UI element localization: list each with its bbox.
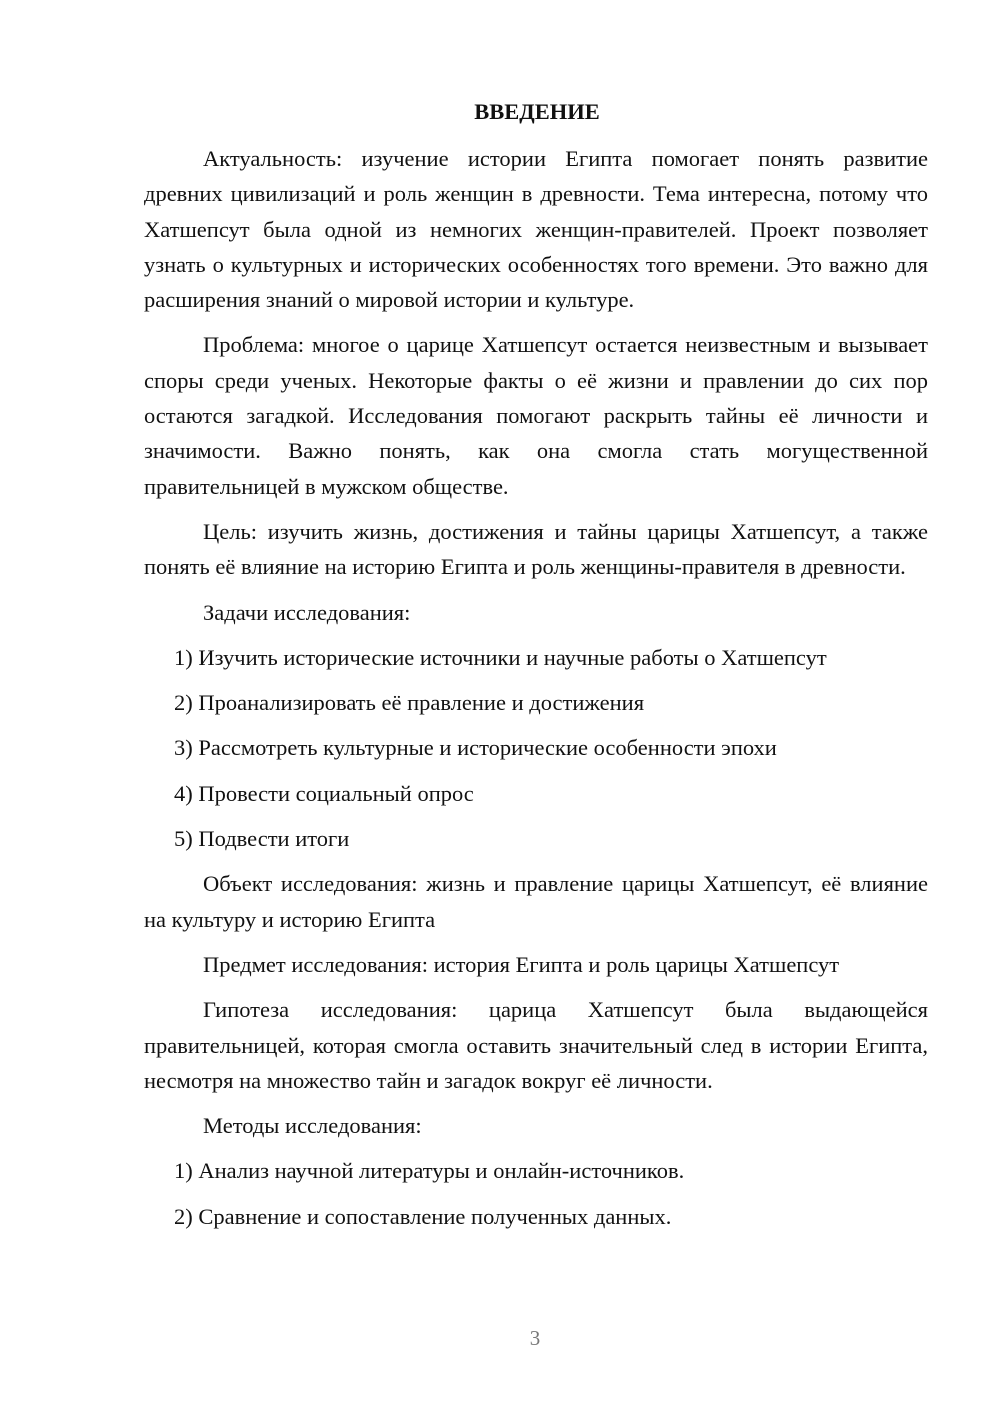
goal-paragraph: Цель: изучить жизнь, достижения и тайны царицы Хатшепсут, а также понять её влияние на историю Египта и роль женщины-правителя в древности.	[144, 518, 928, 580]
list-item: 1) Анализ научной литературы и онлайн-источников.	[174, 1158, 685, 1184]
page-number: 3	[529, 1326, 541, 1350]
tasks-heading: Задачи исследования:	[203, 599, 411, 625]
problem-paragraph: Проблема: многое о царице Хатшепсут остается неизвестным и вызывает споры среди ученых. Некоторые факты о её жизни и правлении до сих пор остаются загадкой. Исследования помогают раскрыть тайны её личности и значимости. Важно понять, как она смогла стать могущественной правительницей в мужском обществе.	[144, 332, 928, 499]
list-item: 4) Провести социальный опрос	[174, 780, 474, 806]
hypothesis-paragraph: Гипотеза исследования: царица Хатшепсут была выдающейся правительницей, которая смогла оставить значительный след в истории Египта, несмотря на множество тайн и загадок вокруг её личности.	[144, 997, 928, 1093]
list-item: 2) Проанализировать её правление и достижения	[174, 690, 645, 716]
object-paragraph: Объект исследования: жизнь и правление царицы Хатшепсут, её влияние на культуру и историю Египта	[144, 871, 928, 932]
list-item: 1) Изучить исторические источники и научные работы о Хатшепсут	[174, 644, 827, 670]
methods-heading: Методы исследования:	[203, 1113, 422, 1139]
list-item: 2) Сравнение и сопоставление полученных данных.	[174, 1203, 672, 1229]
relevance-paragraph: Актуальность: изучение истории Египта помогает понять развитие древних цивилизаций и роль женщин в древности. Тема интересна, потому что Хатшепсут была одной из немногих женщин-правителей. Проект позволяет узнать о культурных и исторических особенностях того времени. Это важно для расширения знаний о мировой истории и культуре.	[144, 146, 928, 313]
list-item: 5) Подвести итоги	[174, 826, 350, 852]
subject-paragraph: Предмет исследования: история Египта и роль царицы Хатшепсут	[203, 951, 840, 977]
page-content	[144, 94, 928, 1244]
page-title: ВВЕДЕНИЕ	[474, 99, 600, 124]
list-item: 3) Рассмотреть культурные и исторические особенности эпохи	[174, 735, 777, 761]
tasks-list	[144, 640, 928, 856]
methods-list	[144, 1153, 928, 1234]
